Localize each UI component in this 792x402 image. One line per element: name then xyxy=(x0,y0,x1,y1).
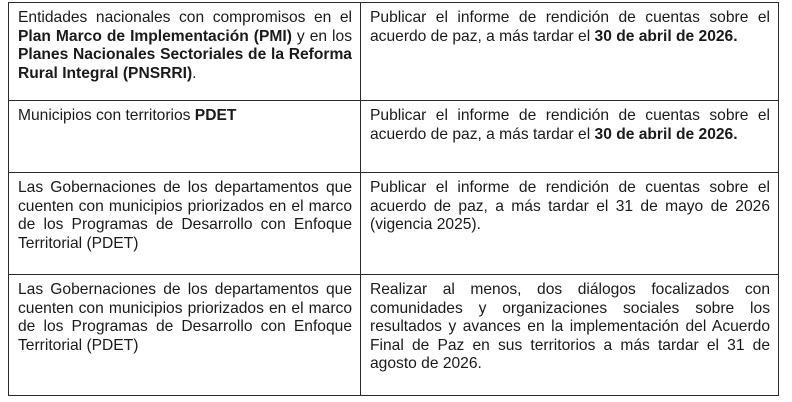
entity-text-bold: Planes Nacionales Sectoriales de la Reforma Rural Integral (PNSRRI) xyxy=(18,46,352,82)
entity-cell xyxy=(9,173,361,275)
table-row xyxy=(9,173,779,275)
obligation-text: Publicar el informe de rendición de cuentas sobre el acuerdo de paz, a más tardar el xyxy=(370,107,770,143)
entity-cell xyxy=(9,101,361,173)
entity-text: Municipios con territorios xyxy=(18,107,195,124)
entity-text: Entidades nacionales con compromisos en el xyxy=(18,9,352,26)
obligation-cell xyxy=(361,3,779,101)
entity-cell xyxy=(9,275,361,396)
obligation-text: Realizar al menos, dos diálogos focalizados con comunidades y organizaciones sociales sobre los resultados y avances en la implementación del Acuerdo Final de Paz en sus territorios a más tardar el 31 de agosto de 2026. xyxy=(370,281,770,372)
obligation-cell xyxy=(361,173,779,275)
obligation-text: Publicar el informe de rendición de cuentas sobre el acuerdo de paz, a más tardar el xyxy=(370,9,770,45)
entity-text: Las Gobernaciones de los departamentos que cuenten con municipios priorizados en el marco de los Programas de Desarrollo con Enfoque Territorial (PDET) xyxy=(18,281,352,354)
entity-text: Las Gobernaciones de los departamentos que cuenten con municipios priorizados en el marco de los Programas de Desarrollo con Enfoque Territorial (PDET) xyxy=(18,179,352,252)
obligation-cell xyxy=(361,275,779,396)
entity-text: y en los xyxy=(291,27,352,45)
entity-text-bold: Plan Marco de Implementación (PMI) xyxy=(18,27,292,45)
obligation-cell xyxy=(361,101,779,173)
deadline-text: 30 de abril de 2026. xyxy=(594,27,738,45)
deadline-text: 30 de abril de 2026. xyxy=(594,125,738,143)
commitments-table xyxy=(8,2,779,396)
entity-text: . xyxy=(192,64,197,82)
obligation-text: Publicar el informe de rendición de cuentas sobre el acuerdo de paz, a más tardar el 31 de mayo de 2026 (vigencia 2025). xyxy=(370,179,770,233)
table-row xyxy=(9,101,779,173)
table-row xyxy=(9,275,779,396)
entity-text-bold: PDET xyxy=(194,107,237,124)
table-row xyxy=(9,3,779,101)
entity-cell xyxy=(9,3,361,101)
